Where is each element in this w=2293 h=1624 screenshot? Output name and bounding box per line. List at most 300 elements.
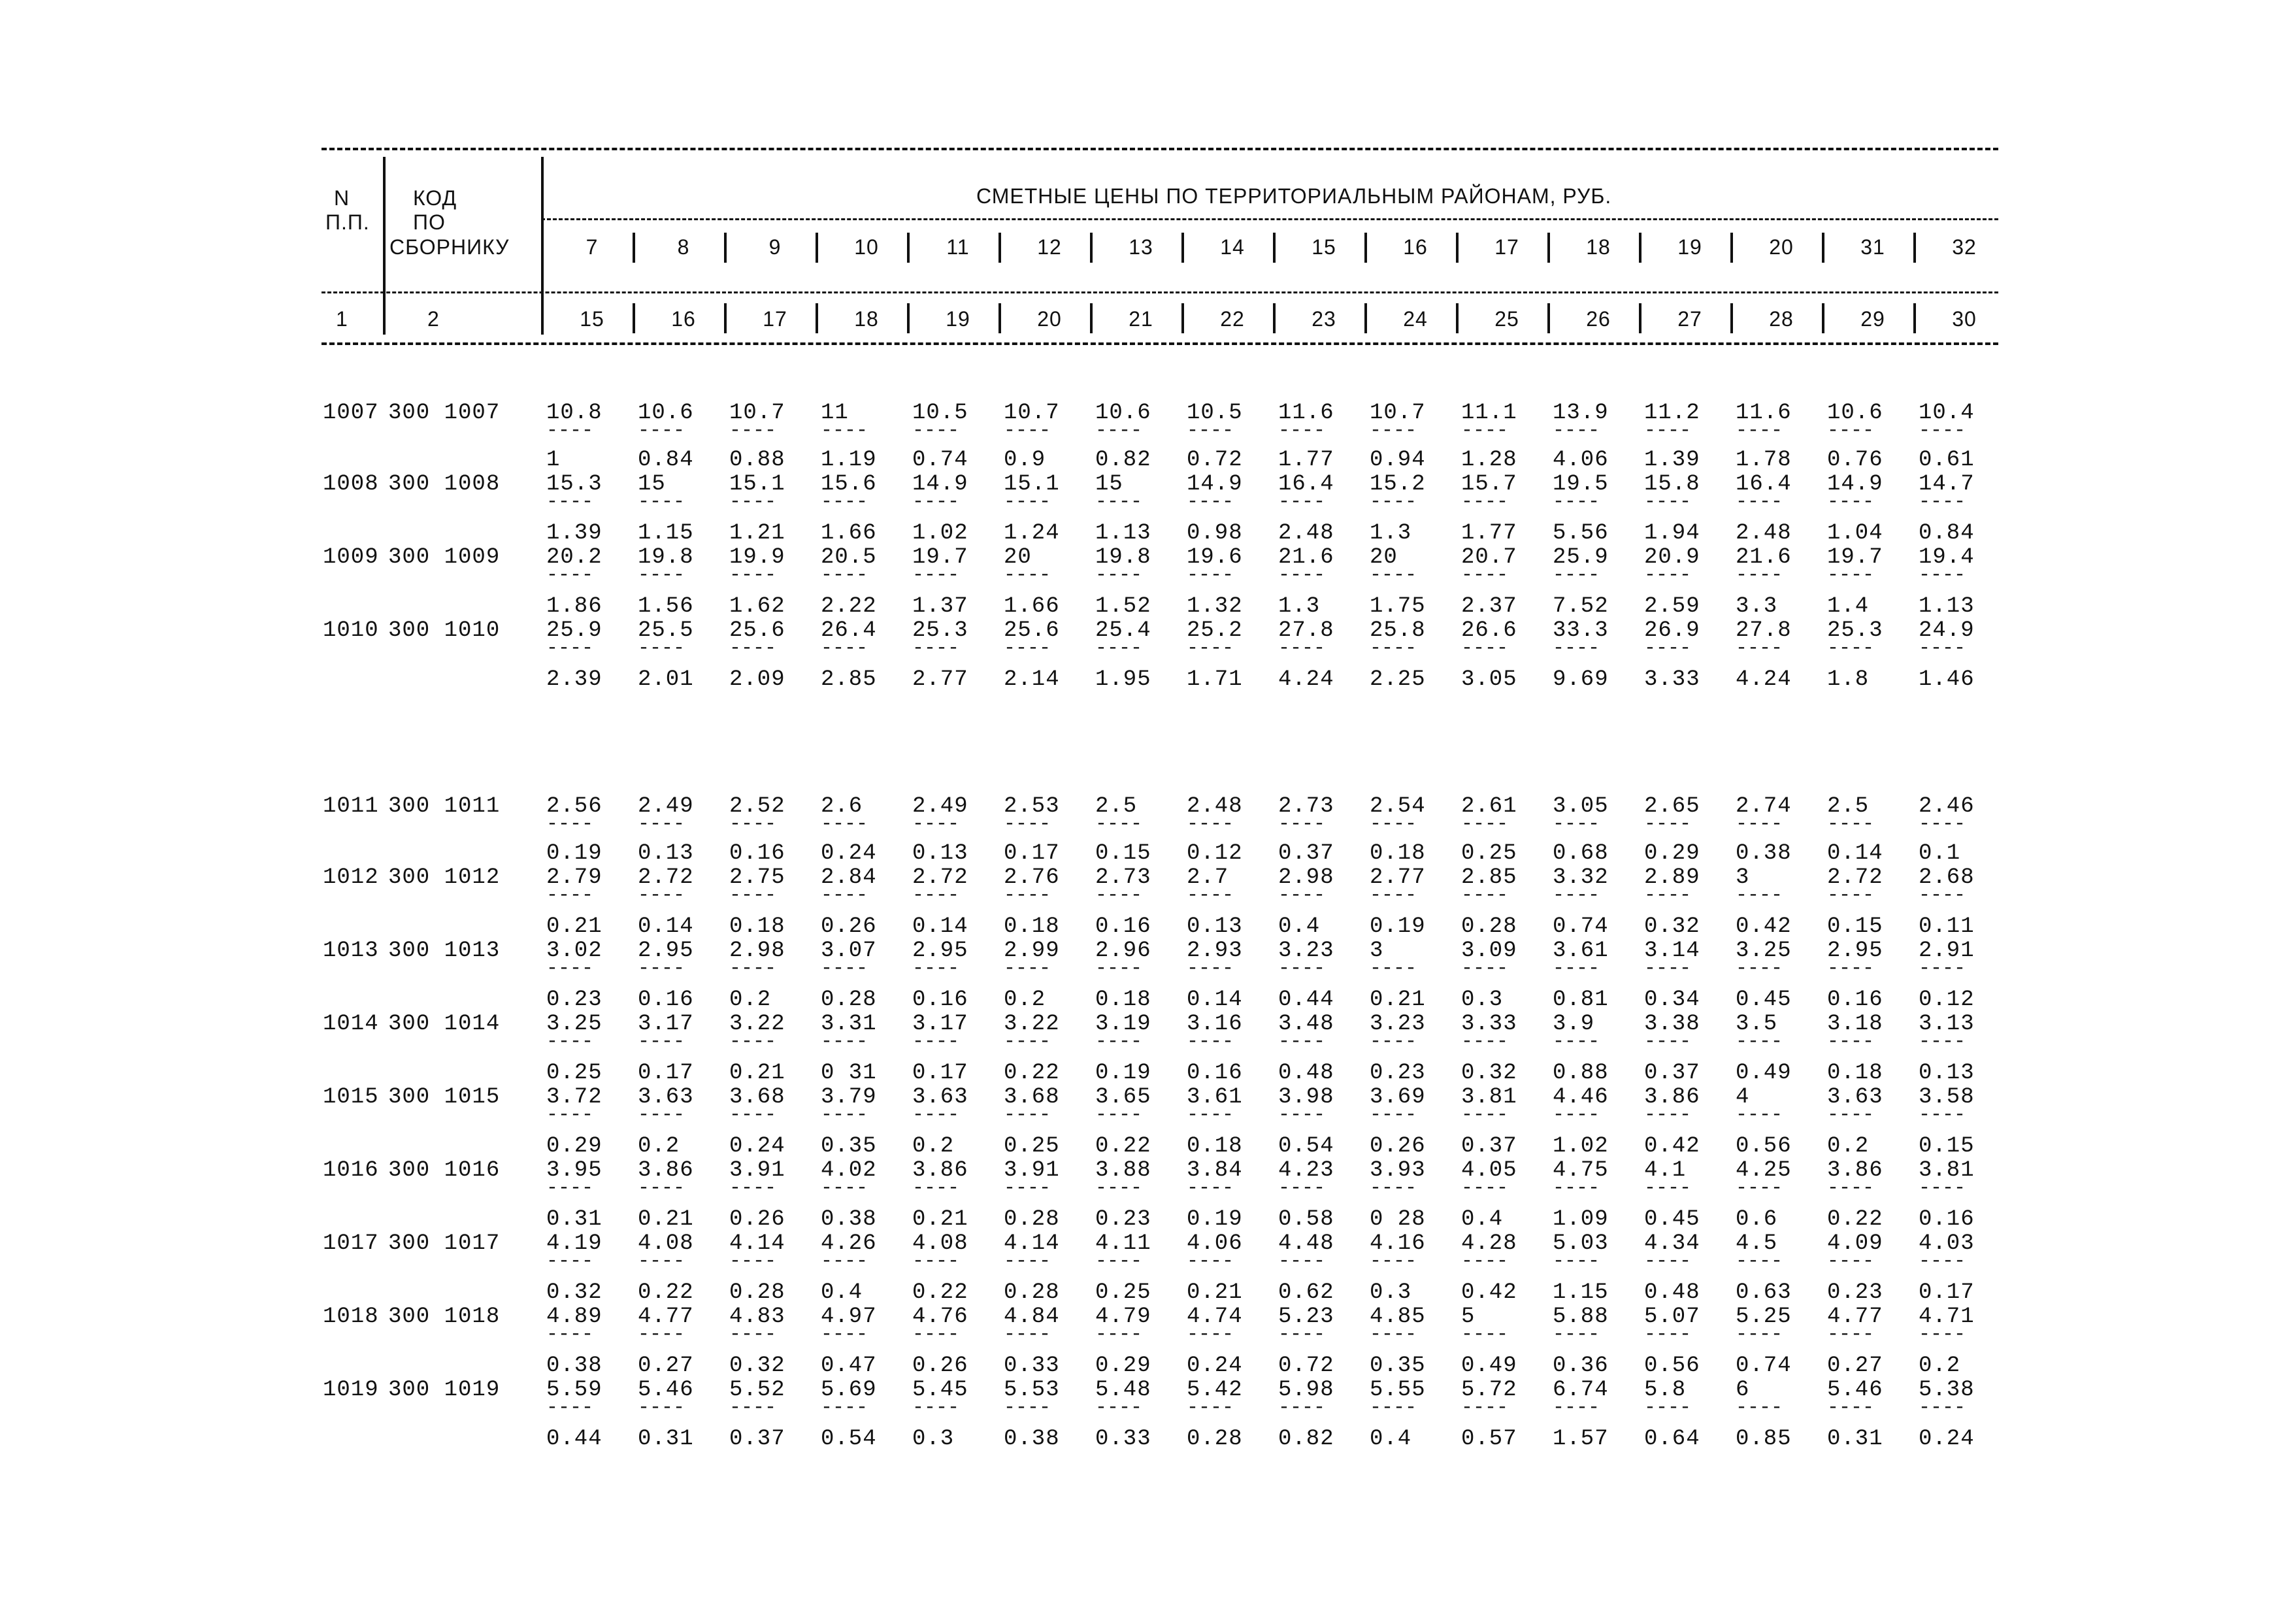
- cell-separator: ----: [912, 420, 960, 442]
- table-cell: 10.6: [638, 401, 694, 425]
- table-cell: 0.15: [1827, 914, 1883, 939]
- cell-separator: ----: [1461, 957, 1509, 980]
- table-cell: 2.61: [1461, 794, 1517, 819]
- cell-separator: ----: [1004, 420, 1051, 442]
- column-number: 15: [580, 307, 604, 331]
- row-code: 300 1013: [388, 938, 501, 963]
- cell-separator: ----: [546, 1250, 594, 1272]
- region-col-divider: [1639, 233, 1641, 263]
- table-cell: 2.39: [546, 667, 602, 692]
- table-cell: 0.85: [1736, 1427, 1792, 1451]
- table-cell: 2.79: [546, 865, 602, 890]
- table-cell: 2.49: [912, 794, 968, 819]
- table-cell: 0.56: [1736, 1134, 1792, 1159]
- table-cell: 2.76: [1004, 865, 1060, 890]
- table-cell: 4.5: [1736, 1231, 1778, 1256]
- cell-separator: ----: [821, 637, 868, 659]
- table-cell: 0.45: [1736, 987, 1792, 1012]
- table-cell: 0.35: [1370, 1353, 1426, 1378]
- cell-separator: ----: [1827, 957, 1875, 980]
- table-cell: 0.17: [912, 1061, 968, 1085]
- table-cell: 0.76: [1827, 448, 1883, 472]
- cell-separator: ----: [1461, 884, 1509, 906]
- table-cell: 2.22: [821, 594, 877, 619]
- table-cell: 3.14: [1644, 938, 1700, 963]
- cell-separator: ----: [1370, 491, 1417, 513]
- table-cell: 0.72: [1278, 1353, 1334, 1378]
- table-cell: 27.8: [1278, 618, 1334, 643]
- table-cell: 0.25: [1004, 1134, 1060, 1159]
- table-cell: 13.9: [1553, 401, 1609, 425]
- cell-separator: ----: [1827, 1031, 1875, 1053]
- row-number: 1019: [323, 1378, 379, 1402]
- table-cell: 25.3: [912, 618, 968, 643]
- table-cell: 5.46: [1827, 1378, 1883, 1402]
- table-cell: 15.1: [1004, 472, 1060, 497]
- cell-separator: ----: [1461, 1323, 1509, 1346]
- table-cell: 0.18: [729, 914, 785, 939]
- table-cell: 3.17: [638, 1012, 694, 1036]
- region-number: 13: [1129, 235, 1153, 259]
- cell-separator: ----: [638, 564, 685, 586]
- table-cell: 0.61: [1919, 448, 1975, 472]
- table-cell: 0.23: [1370, 1061, 1426, 1085]
- region-col-divider: [1547, 303, 1550, 333]
- table-cell: 0.17: [638, 1061, 694, 1085]
- table-cell: 0.16: [1187, 1061, 1243, 1085]
- cell-separator: ----: [729, 1031, 777, 1053]
- cell-separator: ----: [1919, 1250, 1966, 1272]
- table-cell: 16.4: [1736, 472, 1792, 497]
- table-cell: 0.81: [1553, 987, 1609, 1012]
- cell-separator: ----: [1004, 1323, 1051, 1346]
- table-cell: 0.33: [1095, 1427, 1151, 1451]
- table-cell: 0.64: [1644, 1427, 1700, 1451]
- table-cell: 4.16: [1370, 1231, 1426, 1256]
- table-cell: 1.3: [1278, 594, 1321, 619]
- cell-separator: ----: [1187, 1104, 1234, 1126]
- table-cell: 2.99: [1004, 938, 1060, 963]
- cell-separator: ----: [1095, 813, 1143, 835]
- table-cell: 0.13: [1919, 1061, 1975, 1085]
- cell-separator: ----: [821, 1177, 868, 1199]
- table-cell: 0.31: [1827, 1427, 1883, 1451]
- table-cell: 0.2: [1827, 1134, 1870, 1159]
- cell-separator: ----: [1461, 1104, 1509, 1126]
- column-number: 24: [1403, 307, 1428, 331]
- region-number: 16: [1403, 235, 1428, 259]
- table-cell: 4.05: [1461, 1158, 1517, 1183]
- table-cell: 3.68: [729, 1085, 785, 1110]
- cell-separator: ----: [729, 1397, 777, 1419]
- cell-separator: ----: [1644, 1104, 1692, 1126]
- region-number: 15: [1311, 235, 1336, 259]
- cell-separator: ----: [912, 1031, 960, 1053]
- cell-separator: ----: [1004, 637, 1051, 659]
- table-cell: 0.3: [1461, 987, 1504, 1012]
- table-cell: 0.21: [1187, 1280, 1243, 1305]
- table-cell: 5.56: [1553, 521, 1609, 546]
- region-col-divider: [1273, 233, 1276, 263]
- table-cell: 0.26: [729, 1207, 785, 1232]
- table-cell: 26.9: [1644, 618, 1700, 643]
- table-cell: 14.9: [912, 472, 968, 497]
- table-cell: 4.48: [1278, 1231, 1334, 1256]
- table-cell: 0.25: [1095, 1280, 1151, 1305]
- cell-separator: ----: [1736, 1323, 1783, 1346]
- cell-separator: ----: [821, 1104, 868, 1126]
- table-cell: 0.26: [821, 914, 877, 939]
- cell-separator: ----: [1736, 1104, 1783, 1126]
- table-cell: 5.72: [1461, 1378, 1517, 1402]
- table-cell: 2.53: [1004, 794, 1060, 819]
- cell-separator: ----: [1736, 957, 1783, 980]
- region-col-divider: [633, 233, 635, 263]
- table-cell: 0.32: [546, 1280, 602, 1305]
- table-cell: 0.48: [1278, 1061, 1334, 1085]
- cell-separator: ----: [1553, 1177, 1600, 1199]
- table-cell: 4.08: [912, 1231, 968, 1256]
- column-number: 25: [1494, 307, 1519, 331]
- table-cell: 0.72: [1187, 448, 1243, 472]
- cell-separator: ----: [1278, 957, 1326, 980]
- region-col-divider: [998, 303, 1001, 333]
- cell-separator: ----: [821, 884, 868, 906]
- table-cell: 4.25: [1736, 1158, 1792, 1183]
- cell-separator: ----: [1187, 420, 1234, 442]
- table-cell: 19.5: [1553, 472, 1609, 497]
- region-col-divider: [1547, 233, 1550, 263]
- column-number: 21: [1129, 307, 1153, 331]
- table-cell: 0.54: [821, 1427, 877, 1451]
- table-cell: 3.91: [1004, 1158, 1060, 1183]
- table-cell: 3.18: [1827, 1012, 1883, 1036]
- table-cell: 0.19: [1187, 1207, 1243, 1232]
- table-cell: 1.21: [729, 521, 785, 546]
- table-cell: 3.65: [1095, 1085, 1151, 1110]
- table-cell: 4: [1736, 1085, 1750, 1110]
- table-cell: 1.13: [1095, 521, 1151, 546]
- cell-separator: ----: [638, 1323, 685, 1346]
- table-cell: 4.24: [1278, 667, 1334, 692]
- region-col-divider: [1364, 233, 1367, 263]
- table-cell: 11.2: [1644, 401, 1700, 425]
- cell-separator: ----: [1278, 420, 1326, 442]
- region-number: 7: [586, 235, 599, 259]
- table-cell: 5.48: [1095, 1378, 1151, 1402]
- cell-separator: ----: [729, 1177, 777, 1199]
- table-cell: 3.25: [1736, 938, 1792, 963]
- table-cell: 4.11: [1095, 1231, 1151, 1256]
- cell-separator: ----: [821, 491, 868, 513]
- cell-separator: ----: [1919, 1177, 1966, 1199]
- cell-separator: ----: [821, 1250, 868, 1272]
- table-cell: 2.09: [729, 667, 785, 692]
- cell-separator: ----: [1919, 1104, 1966, 1126]
- cell-separator: ----: [1004, 1104, 1051, 1126]
- table-cell: 4.84: [1004, 1304, 1060, 1329]
- table-cell: 24.9: [1919, 618, 1975, 643]
- table-cell: 2.84: [821, 865, 877, 890]
- cell-separator: ----: [638, 1250, 685, 1272]
- table-cell: 3.9: [1553, 1012, 1595, 1036]
- table-cell: 15.3: [546, 472, 602, 497]
- header-pp-label: П.П.: [325, 210, 370, 234]
- table-cell: 3.22: [729, 1012, 785, 1036]
- region-col-divider: [633, 303, 635, 333]
- table-cell: 0.31: [638, 1427, 694, 1451]
- table-cell: 0.18: [1827, 1061, 1883, 1085]
- table-cell: 0.3: [912, 1427, 955, 1451]
- row-code: 300 1017: [388, 1231, 501, 1256]
- table-cell: 3.13: [1919, 1012, 1975, 1036]
- table-cell: 0.28: [821, 987, 877, 1012]
- table-cell: 0.25: [1461, 841, 1517, 866]
- cell-separator: ----: [1278, 637, 1326, 659]
- cell-separator: ----: [1919, 884, 1966, 906]
- cell-separator: ----: [1278, 1250, 1326, 1272]
- cell-separator: ----: [1095, 564, 1143, 586]
- header-region-rule: [541, 218, 1998, 220]
- table-cell: 0.58: [1278, 1207, 1334, 1232]
- table-cell: 2.48: [1278, 521, 1334, 546]
- table-cell: 0.26: [912, 1353, 968, 1378]
- cell-separator: ----: [638, 1031, 685, 1053]
- region-number: 31: [1860, 235, 1885, 259]
- table-cell: 0.22: [638, 1280, 694, 1305]
- cell-separator: ----: [1644, 1177, 1692, 1199]
- table-cell: 5: [1461, 1304, 1476, 1329]
- region-col-divider: [1822, 233, 1824, 263]
- table-cell: 3.61: [1187, 1085, 1243, 1110]
- region-col-divider: [1822, 303, 1824, 333]
- cell-separator: ----: [1187, 1323, 1234, 1346]
- table-cell: 4.23: [1278, 1158, 1334, 1183]
- table-cell: 1.77: [1278, 448, 1334, 472]
- table-cell: 0.21: [912, 1207, 968, 1232]
- table-cell: 2.59: [1644, 594, 1700, 619]
- table-cell: 4.46: [1553, 1085, 1609, 1110]
- cell-separator: ----: [1004, 1177, 1051, 1199]
- table-cell: 1.3: [1370, 521, 1412, 546]
- cell-separator: ----: [912, 1323, 960, 1346]
- table-cell: 25.4: [1095, 618, 1151, 643]
- table-cell: 3.22: [1004, 1012, 1060, 1036]
- table-cell: 3.16: [1187, 1012, 1243, 1036]
- table-cell: 0.28: [1461, 914, 1517, 939]
- cell-separator: ----: [1919, 813, 1966, 835]
- row-code: 300 1009: [388, 545, 501, 570]
- cell-separator: ----: [546, 813, 594, 835]
- header-code-label-2: ПО: [413, 210, 446, 234]
- table-cell: 0.23: [546, 987, 602, 1012]
- table-cell: 7.52: [1553, 594, 1609, 619]
- table-cell: 0.18: [1004, 914, 1060, 939]
- table-cell: 0.62: [1278, 1280, 1334, 1305]
- table-cell: 2.65: [1644, 794, 1700, 819]
- cell-separator: ----: [1644, 637, 1692, 659]
- table-cell: 0.44: [1278, 987, 1334, 1012]
- region-col-divider: [1273, 303, 1276, 333]
- region-col-divider: [1181, 303, 1184, 333]
- table-cell: 3.17: [912, 1012, 968, 1036]
- cell-separator: ----: [729, 564, 777, 586]
- cell-separator: ----: [1095, 491, 1143, 513]
- table-cell: 19.8: [638, 545, 694, 570]
- table-cell: 2.95: [638, 938, 694, 963]
- table-cell: 5.55: [1370, 1378, 1426, 1402]
- cell-separator: ----: [1187, 491, 1234, 513]
- column-number: 28: [1769, 307, 1794, 331]
- table-cell: 5.98: [1278, 1378, 1334, 1402]
- table-cell: 0.13: [638, 841, 694, 866]
- cell-separator: ----: [912, 564, 960, 586]
- table-cell: 0.24: [1187, 1353, 1243, 1378]
- cell-separator: ----: [1553, 1031, 1600, 1053]
- table-cell: 9.69: [1553, 667, 1609, 692]
- table-cell: 2.14: [1004, 667, 1060, 692]
- cell-separator: ----: [1827, 564, 1875, 586]
- cell-separator: ----: [1644, 884, 1692, 906]
- table-cell: 1.66: [821, 521, 877, 546]
- table-cell: 15.8: [1644, 472, 1700, 497]
- cell-separator: ----: [1187, 1031, 1234, 1053]
- cell-separator: ----: [1553, 1323, 1600, 1346]
- table-cell: 2.7: [1187, 865, 1229, 890]
- table-cell: 1.78: [1736, 448, 1792, 472]
- table-cell: 0.33: [1004, 1353, 1060, 1378]
- row-code: 300 1007: [388, 401, 501, 425]
- region-number: 32: [1952, 235, 1977, 259]
- cell-separator: ----: [821, 813, 868, 835]
- cell-separator: ----: [546, 1104, 594, 1126]
- table-cell: 5.59: [546, 1378, 602, 1402]
- table-cell: 0.12: [1919, 987, 1975, 1012]
- cell-separator: ----: [546, 1323, 594, 1346]
- cell-separator: ----: [1370, 957, 1417, 980]
- row-number: 1011: [323, 794, 379, 819]
- cell-separator: ----: [546, 884, 594, 906]
- table-cell: 5.42: [1187, 1378, 1243, 1402]
- table-cell: 0.16: [1919, 1207, 1975, 1232]
- cell-separator: ----: [638, 1177, 685, 1199]
- table-cell: 0.27: [638, 1353, 694, 1378]
- table-cell: 3.93: [1370, 1158, 1426, 1183]
- cell-separator: ----: [1553, 1250, 1600, 1272]
- region-col-divider: [998, 233, 1001, 263]
- cell-separator: ----: [1644, 1250, 1692, 1272]
- table-cell: 3.05: [1553, 794, 1609, 819]
- cell-separator: ----: [729, 1250, 777, 1272]
- table-cell: 2.72: [1827, 865, 1883, 890]
- table-cell: 0.28: [1004, 1207, 1060, 1232]
- table-cell: 0.14: [912, 914, 968, 939]
- cell-separator: ----: [1278, 1031, 1326, 1053]
- table-cell: 0.14: [1827, 841, 1883, 866]
- cell-separator: ----: [1095, 637, 1143, 659]
- table-cell: 0.4: [1370, 1427, 1412, 1451]
- table-cell: 2.5: [1095, 794, 1138, 819]
- table-cell: 0.16: [638, 987, 694, 1012]
- cell-separator: ----: [1095, 1397, 1143, 1419]
- table-cell: 2.48: [1736, 521, 1792, 546]
- table-cell: 0.24: [821, 841, 877, 866]
- table-cell: 10.5: [1187, 401, 1243, 425]
- table-cell: 21.6: [1278, 545, 1334, 570]
- table-cell: 3.38: [1644, 1012, 1700, 1036]
- cell-separator: ----: [1461, 1250, 1509, 1272]
- cell-separator: ----: [1187, 564, 1234, 586]
- cell-separator: ----: [1187, 1397, 1234, 1419]
- cell-separator: ----: [1736, 1031, 1783, 1053]
- table-cell: 4.79: [1095, 1304, 1151, 1329]
- table-cell: 19.4: [1919, 545, 1975, 570]
- table-cell: 5.46: [638, 1378, 694, 1402]
- table-cell: 0.18: [1095, 987, 1151, 1012]
- table-cell: 3.81: [1919, 1158, 1975, 1183]
- table-cell: 1.24: [1004, 521, 1060, 546]
- table-cell: 4.77: [638, 1304, 694, 1329]
- cell-separator: ----: [1278, 1323, 1326, 1346]
- table-cell: 3.68: [1004, 1085, 1060, 1110]
- row-code: 300 1010: [388, 618, 501, 643]
- cell-separator: ----: [912, 1250, 960, 1272]
- cell-separator: ----: [1736, 1250, 1783, 1272]
- table-cell: 3.69: [1370, 1085, 1426, 1110]
- table-cell: 0.19: [1370, 914, 1426, 939]
- header-code-label-3: СБОРНИКУ: [389, 235, 510, 259]
- table-cell: 2.72: [912, 865, 968, 890]
- table-cell: 20.7: [1461, 545, 1517, 570]
- header-bottom-rule: [322, 342, 1998, 345]
- cell-separator: ----: [1827, 637, 1875, 659]
- row-code: 300 1019: [388, 1378, 501, 1402]
- cell-separator: ----: [1736, 1177, 1783, 1199]
- table-cell: 0.36: [1553, 1353, 1609, 1378]
- cell-separator: ----: [1827, 1104, 1875, 1126]
- table-cell: 0.27: [1827, 1353, 1883, 1378]
- table-cell: 0.23: [1827, 1280, 1883, 1305]
- region-number: 11: [946, 235, 970, 259]
- row-code: 300 1015: [388, 1085, 501, 1110]
- table-cell: 0.2: [638, 1134, 680, 1159]
- table-cell: 15.1: [729, 472, 785, 497]
- table-cell: 10.7: [1004, 401, 1060, 425]
- table-cell: 6: [1736, 1378, 1750, 1402]
- table-cell: 0.94: [1370, 448, 1426, 472]
- table-cell: 0 28: [1370, 1207, 1426, 1232]
- table-cell: 5.69: [821, 1378, 877, 1402]
- table-cell: 0.2: [1004, 987, 1046, 1012]
- table-cell: 15: [638, 472, 666, 497]
- header-n-label: N: [334, 186, 350, 210]
- table-cell: 19.7: [1827, 545, 1883, 570]
- row-number: 1009: [323, 545, 379, 570]
- table-cell: 3.79: [821, 1085, 877, 1110]
- table-cell: 2.48: [1187, 794, 1243, 819]
- table-cell: 3.48: [1278, 1012, 1334, 1036]
- table-cell: 3.98: [1278, 1085, 1334, 1110]
- cell-separator: ----: [1736, 564, 1783, 586]
- cell-separator: ----: [546, 1177, 594, 1199]
- table-cell: 1.4: [1827, 594, 1870, 619]
- cell-separator: ----: [1827, 1177, 1875, 1199]
- column-number: 27: [1677, 307, 1702, 331]
- table-cell: 15.6: [821, 472, 877, 497]
- region-col-divider: [1181, 233, 1184, 263]
- cell-separator: ----: [546, 957, 594, 980]
- column-number: 16: [671, 307, 696, 331]
